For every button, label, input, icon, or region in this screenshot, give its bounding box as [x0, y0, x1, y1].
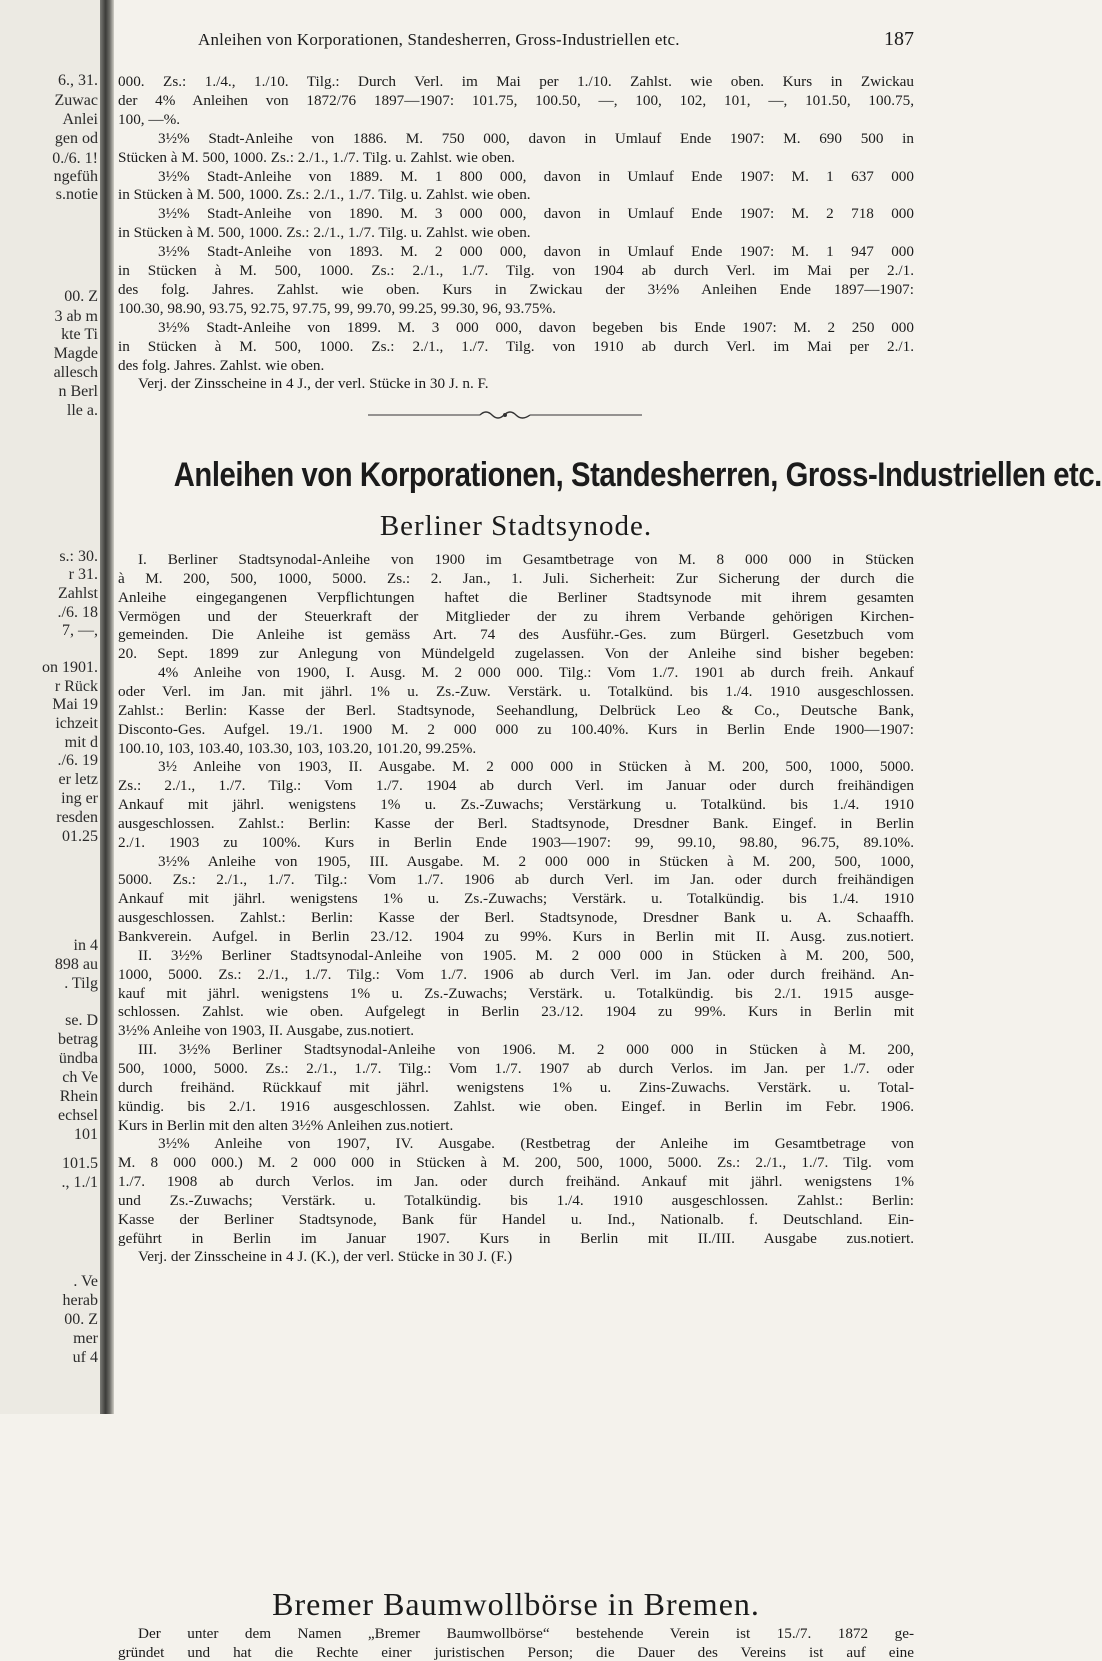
margin-fragment: n Berl [58, 383, 98, 400]
margin-fragment: s.: 30. [59, 548, 98, 565]
text-line: in Stücken à M. 500, 1000. Zs.: 2./1., 1./7. Tilg. von 1910 ab durch Verl. im Mai per 2./1. [118, 337, 914, 355]
text-line: oder Verl. im Jan. mit jährl. 1% u. Zs.-Zuw. Verstärk. u. Totalkünd. bis 1./4. 1910 ausgeschlossen. [118, 682, 914, 700]
text-line: des folg. Jahres. Zahlst. wie oben. Kurs in Zwickau der 3½% Anleihen Ende 1897—1907: [118, 280, 914, 298]
margin-fragment: Rhein [59, 1088, 98, 1105]
margin-fragment: 898 au [54, 956, 98, 973]
margin-fragment: ./6. 18 [57, 604, 98, 621]
text-line: Stücken à M. 500, 1000. Zs.: 2./1., 1./7. Tilg. u. Zahlst. wie oben. [118, 148, 515, 166]
page-content [118, 0, 1102, 1661]
text-line: Zahlst.: Berlin: Kasse der Berl. Stadtsynode, Seehandlung, Delbrück Leo & Co., Deutsche Bank, [118, 701, 914, 719]
text-line: 3½% Anleihe von 1907, IV. Ausgabe. (Restbetrag der Anleihe im Gesamtbetrage von [158, 1135, 914, 1153]
margin-fragment: echsel [58, 1107, 98, 1124]
margin-fragment: 3 ab m [54, 308, 98, 325]
text-line: Bankverein. Aufgel. in Berlin 23./12. 1904 zu 99%. Kurs in Berlin mit II. Ausg. zus.notiert. [118, 928, 914, 945]
text-line: Anleihe eingegangenen Verpflichtungen haftet die Berliner Stadtsynode mit ihrem gesamten [118, 588, 914, 606]
margin-fragment: ing er [61, 790, 98, 807]
text-line: 100, —%. [118, 110, 181, 128]
margin-fragment: r 31. [68, 566, 98, 583]
text-line: schlossen. Zahlst. wie oben. Aufgelegt in Berlin 23./12. 1904 zu 99%. Kurs in Berlin mit [118, 1003, 914, 1021]
margin-fragment: Anlei [62, 111, 98, 128]
margin-fragment: er letz [58, 771, 98, 788]
margin-fragment: . Tilg [64, 975, 98, 992]
text-line: kündig. bis 2./1. 1916 ausgeschlossen. Zahlst. wie oben. Eingef. in Berlin im Febr. 1906. [118, 1097, 914, 1115]
text-line: der 4% Anleihen von 1872/76 1897—1907: 101.75, 100.50, —, 100, 102, 101, —, 101.50, 100.75, [118, 91, 914, 109]
text-line: Disconto-Ges. Aufgel. 19./1. 1900 M. 2 000 000 zu 100.40%. Kurs in Berlin Ende 1900—1907: [118, 720, 914, 738]
text-line: 500, 1000, 5000. Zs.: 2./1., 1./7. Tilg.: Vom 1./7. 1907 ab durch Verlos. im Jan. per 1./7. oder [118, 1059, 914, 1077]
text-line: Verj. der Zinsscheine in 4 J., der verl. Stücke in 30 J. n. F. [138, 375, 489, 393]
margin-fragment: allesch [53, 364, 98, 381]
text-line: ausgeschlossen. Zahlst.: Berlin: Kasse der Berl. Stadtsynode, Dresdner Bank. Eingef. in Berlin [118, 814, 914, 832]
text-line: M. 8 000 000.) M. 2 000 000 in Stücken à M. 200, 500, 1000, 5000. Zs.: 2./1., 1./7. Tilg. vom [118, 1154, 914, 1172]
section-heading: Anleihen von Korporationen, Standesherren, Gross-Industriellen etc. [173, 456, 1102, 494]
text-line: 3½% Stadt-Anleihe von 1899. M. 3 000 000, davon begeben bis Ende 1907: M. 2 250 000 [158, 318, 914, 336]
text-line: des folg. Jahres. Zahlst. wie oben. [118, 356, 325, 374]
text-line: 100.10, 103, 103.40, 103.30, 103, 103.20, 101.20, 99.25%. [118, 739, 477, 757]
text-line: gründet und hat die Rechte einer juristischen Person; die Dauer des Vereins ist auf eine [118, 1643, 914, 1661]
margin-fragment: . Ve [73, 1273, 98, 1290]
margin-fragment: ./6. 19 [57, 752, 98, 769]
text-line: Ankauf mit jährl. wenigstens 1% u. Zs.-Zuwachs; Verstärk. u. Totalkündig. bis 1./4. 1910 [118, 890, 914, 908]
ornament-divider [368, 407, 642, 423]
margin-fragment: on 1901. [42, 659, 98, 676]
margin-fragment: se. D [65, 1012, 98, 1029]
margin-fragment: 7, —, [62, 622, 98, 639]
text-line: Der unter dem Namen „Bremer Baumwollbörse“ bestehende Verein ist 15./7. 1872 ge- [138, 1625, 914, 1642]
text-line: III. 3½% Berliner Stadtsynodal-Anleihe von 1906. M. 2 000 000 in Stücken à M. 200, [138, 1041, 914, 1059]
margin-fragment: ündba [58, 1050, 98, 1067]
margin-fragment: herab [62, 1292, 98, 1309]
margin-fragment: lle a. [66, 402, 98, 419]
page-number: 187 [884, 28, 914, 50]
margin-fragment: resden [56, 809, 98, 826]
text-line: Zs.: 2./1., 1./7. Tilg.: Vom 1./7. 1904 ab durch Verl. im Januar oder durch freihändigen [118, 777, 914, 795]
text-line: 1./7. 1908 ab durch Verlos. im Jan. oder durch freihänd. Ankauf mit jährl. wenigstens 1% [118, 1173, 914, 1191]
margin-fragment: Magde [53, 345, 98, 362]
margin-fragment: 6., 31. [58, 72, 98, 89]
text-line: in Stücken à M. 500, 1000. Zs.: 2./1., 1./7. Tilg. u. Zahlst. wie oben. [118, 186, 531, 204]
margin-fragment: uf 4 [72, 1349, 98, 1366]
margin-fragment: Zahlst [58, 585, 98, 602]
text-line: 3½% Anleihe von 1903, II. Ausgabe, zus.notiert. [118, 1022, 415, 1040]
margin-fragment: ichzeit [55, 715, 98, 732]
margin-fragment: betrag [58, 1031, 98, 1048]
margin-fragment: mer [73, 1330, 98, 1347]
text-line: durch freihänd. Rückkauf mit jährl. wenigstens 1% u. Zins-Zuwachs. Verstärk. u. Total- [118, 1078, 914, 1096]
text-line: Kurs in Berlin mit den alten 3½% Anleihen zus.notiert. [118, 1116, 454, 1134]
margin-fragment: 01.25 [62, 828, 98, 845]
margin-fragment: 0./6. 1! [52, 150, 98, 167]
text-line: kauf mit jährl. wenigstens 1% u. Zs.-Zuwachs; Verstärk. u. Totalkündig. bis 2./1. 1915 ausge- [118, 984, 914, 1002]
text-line: à M. 200, 500, 1000, 5000. Zs.: 2. Jan., 1. Juli. Sicherheit: Zur Sicherung der durch die [118, 569, 914, 587]
running-head: Anleihen von Korporationen, Standesherren, Gross-Industriellen etc. [198, 30, 680, 49]
text-line: Vermögen und der Steuerkraft der Mitglieder der zu ihrem Verbande gehörigen Kirchen- [118, 607, 914, 625]
text-line: 3½% Stadt-Anleihe von 1890. M. 3 000 000, davon in Umlauf Ende 1907: M. 2 718 000 [158, 205, 914, 223]
text-line: in Stücken à M. 500, 1000. Zs.: 2./1., 1./7. Tilg. von 1904 ab durch Verl. im Mai per 2./1. [118, 262, 914, 279]
text-line: 3½% Stadt-Anleihe von 1886. M. 750 000, davon in Umlauf Ende 1907: M. 690 500 in [158, 129, 914, 147]
margin-fragment: ngefüh [53, 168, 98, 185]
margin-fragment: in 4 [73, 937, 98, 954]
text-line: 5000. Zs.: 2./1., 1./7. Tilg.: Vom 1./7. 1906 ab durch Verl. im Jan. oder durch freihändigen [118, 871, 914, 889]
text-line: 3½% Stadt-Anleihe von 1889. M. 1 800 000, davon in Umlauf Ende 1907: M. 1 637 000 [158, 167, 914, 185]
text-line: 20. Sept. 1899 zur Anlegung von Mündelgeld zugelassen. Von der Anleihe sind bisher begeben: [118, 645, 914, 663]
entry-title-bremer-baumwollboerse: Bremer Baumwollbörse in Bremen. [272, 1586, 760, 1622]
text-line: Kasse der Berliner Stadtsynode, Bank für Handel u. Ind., Nationalb. f. Deutschland. Ein- [118, 1210, 914, 1228]
text-line: in Stücken à M. 500, 1000. Zs.: 2./1., 1./7. Tilg. u. Zahlst. wie oben. [118, 224, 531, 242]
margin-fragment: s.notie [55, 186, 98, 203]
margin-fragment: 101.5 [62, 1155, 98, 1172]
text-line: 1000, 5000. Zs.: 2./1., 1./7. Tilg.: Vom 1./7. 1906 ab durch Verl. im Jan. oder durch freihänd. An- [118, 965, 914, 983]
text-line: und Zs.-Zuwachs; Verstärk. u. Totalkündig. bis 1./4. 1910 ausgeschlossen. Zahlst.: Berlin: [118, 1191, 914, 1209]
margin-fragment: ch Ve [62, 1069, 98, 1086]
margin-fragment: 101 [74, 1126, 98, 1143]
text-line: geführt in Berlin im Januar 1907. Kurs in Berlin mit II./III. Ausgabe zus.notiert. [118, 1229, 914, 1247]
text-line: II. 3½% Berliner Stadtsynodal-Anleihe von 1905. M. 2 000 000 in Stücken à M. 200, 500, [138, 946, 914, 964]
text-line: 4% Anleihe von 1900, I. Ausg. M. 2 000 000. Tilg.: Vom 1./7. 1901 ab durch freih. Ankauf [158, 664, 914, 682]
margin-fragment: kte Ti [61, 326, 98, 343]
previous-page-edge [0, 0, 104, 1414]
text-line: 3½% Anleihe von 1905, III. Ausgabe. M. 2 000 000 in Stücken à M. 200, 500, 1000, [158, 852, 914, 870]
text-line: 000. Zs.: 1./4., 1./10. Tilg.: Durch Verl. im Mai per 1./10. Zahlst. wie oben. Kurs in Zwickau [118, 73, 914, 90]
entry-title-berliner-stadtsynode: Berliner Stadtsynode. [379, 510, 653, 542]
text-line: Verj. der Zinsscheine in 4 J. (K.), der verl. Stücke in 30 J. (F.) [138, 1248, 513, 1266]
text-line: Ankauf mit jährl. wenigstens 1% u. Zs.-Zuwachs; Verstärkung u. Totalkünd. bis 1./4. 1910 [118, 796, 914, 814]
margin-fragment: ., 1./1 [61, 1174, 98, 1191]
binding-gutter [100, 0, 114, 1414]
text-line: 3½% Stadt-Anleihe von 1893. M. 2 000 000, davon in Umlauf Ende 1907: M. 1 947 000 [158, 243, 914, 261]
margin-fragment: r Rück [54, 678, 98, 695]
text-line: gemeinden. Die Anleihe ist gemäss Art. 74 des Ausführ.-Ges. zum Bürgerl. Gesetzbuch vom [118, 626, 914, 644]
text-line: 2./1. 1903 zu 100%. Kurs in Berlin Ende 1903—1907: 99, 99.10, 98.80, 96.75, 89.10%. [118, 833, 914, 851]
text-line: ausgeschlossen. Zahlst.: Berlin: Kasse der Berl. Stadtsynode, Dresdner Bank u. A. Schaaffh. [118, 909, 914, 927]
margin-fragment: 00. Z [64, 1311, 98, 1328]
text-line: 3½ Anleihe von 1903, II. Ausgabe. M. 2 000 000 in Stücken à M. 200, 500, 1000, 5000. [158, 758, 914, 776]
text-line: I. Berliner Stadtsynodal-Anleihe von 1900 im Gesamtbetrage von M. 8 000 000 in Stücken [138, 551, 914, 568]
margin-fragment: Zuwac [54, 92, 98, 109]
margin-fragment: mit d [64, 734, 98, 751]
margin-fragment: 00. Z [64, 288, 98, 305]
text-line: 100.30, 98.90, 93.75, 92.75, 97.75, 99, 99.70, 99.25, 99.30, 96, 93.75%. [118, 299, 556, 317]
margin-fragment: gen od [54, 130, 98, 147]
margin-fragment: Mai 19 [52, 696, 98, 713]
